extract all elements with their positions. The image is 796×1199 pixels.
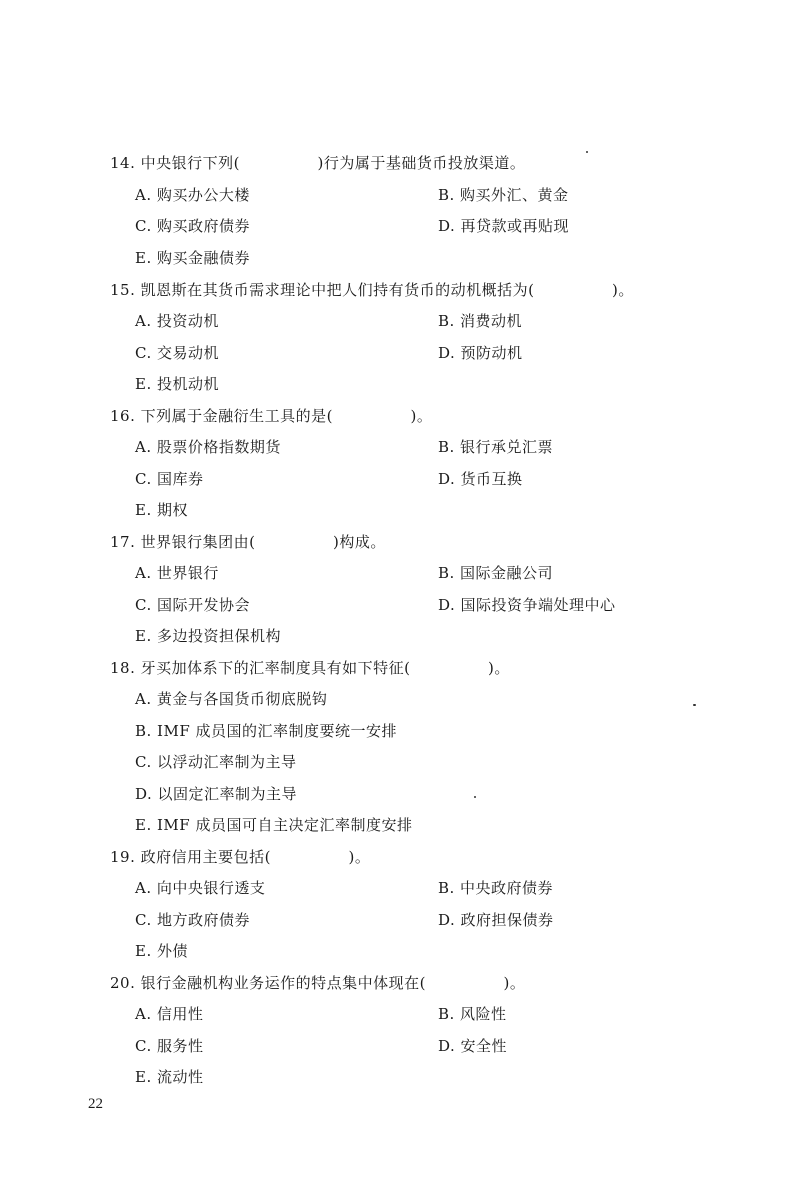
question-19-option-a: A. 向中央银行透支 xyxy=(135,879,266,897)
question-15-stem: 15. 凯恩斯在其货币需求理论中把人们持有货币的动机概括为( )。 xyxy=(110,281,634,299)
question-15-option-b: B. 消费动机 xyxy=(438,312,523,330)
question-16-option-a: A. 股票价格指数期货 xyxy=(135,438,281,456)
question-15-option-e: E. 投机动机 xyxy=(135,375,219,393)
question-14-option-d: D. 再贷款或再贴现 xyxy=(438,217,570,235)
question-14-option-b: B. 购买外汇、黄金 xyxy=(438,186,569,204)
question-15-option-c: C. 交易动机 xyxy=(135,344,219,362)
question-20-option-c: C. 服务性 xyxy=(135,1037,204,1055)
question-16-option-b: B. 银行承兑汇票 xyxy=(438,438,554,456)
question-19-stem: 19. 政府信用主要包括( )。 xyxy=(110,848,371,866)
question-17-option-d: D. 国际投资争端处理中心 xyxy=(438,596,616,614)
question-20-stem: 20. 银行金融机构业务运作的特点集中体现在( )。 xyxy=(110,974,526,992)
question-18-option-c: C. 以浮动汇率制为主导 xyxy=(135,753,297,771)
question-16-option-c: C. 国库券 xyxy=(135,470,204,488)
question-18-stem: 18. 牙买加体系下的汇率制度具有如下特征( )。 xyxy=(110,659,510,677)
question-20-option-e: E. 流动性 xyxy=(135,1068,204,1086)
question-18-option-b: B. IMF 成员国的汇率制度要统一安排 xyxy=(135,722,398,740)
scan-speck xyxy=(586,151,588,153)
question-14-stem: 14. 中央银行下列( )行为属于基础货币投放渠道。 xyxy=(110,154,526,172)
question-17-stem: 17. 世界银行集团由( )构成。 xyxy=(110,533,386,551)
question-18-option-a: A. 黄金与各国货币彻底脱钩 xyxy=(135,690,328,708)
question-15-option-d: D. 预防动机 xyxy=(438,344,523,362)
question-15-option-a: A. 投资动机 xyxy=(135,312,219,330)
question-17-option-b: B. 国际金融公司 xyxy=(438,564,554,582)
question-19-option-b: B. 中央政府债券 xyxy=(438,879,554,897)
question-20-option-b: B. 风险性 xyxy=(438,1005,507,1023)
question-19-option-c: C. 地方政府债券 xyxy=(135,911,250,929)
scan-speck xyxy=(474,796,476,798)
question-16-stem: 16. 下列属于金融衍生工具的是( )。 xyxy=(110,407,433,425)
scan-speck xyxy=(693,704,696,706)
question-18-option-e: E. IMF 成员国可自主决定汇率制度安排 xyxy=(135,816,413,834)
question-18-option-d: D. 以固定汇率制为主导 xyxy=(135,785,298,803)
question-19-option-e: E. 外债 xyxy=(135,942,188,960)
question-16-option-e: E. 期权 xyxy=(135,501,188,519)
question-14-option-a: A. 购买办公大楼 xyxy=(135,186,250,204)
question-16-option-d: D. 货币互换 xyxy=(438,470,523,488)
question-19-option-d: D. 政府担保债券 xyxy=(438,911,554,929)
question-14-option-e: E. 购买金融债券 xyxy=(135,249,250,267)
question-17-option-a: A. 世界银行 xyxy=(135,564,219,582)
page-number: 22 xyxy=(88,1096,103,1112)
question-20-option-a: A. 信用性 xyxy=(135,1005,204,1023)
question-14-option-c: C. 购买政府债券 xyxy=(135,217,250,235)
question-20-option-d: D. 安全性 xyxy=(438,1037,508,1055)
question-17-option-e: E. 多边投资担保机构 xyxy=(135,627,281,645)
question-17-option-c: C. 国际开发协会 xyxy=(135,596,250,614)
